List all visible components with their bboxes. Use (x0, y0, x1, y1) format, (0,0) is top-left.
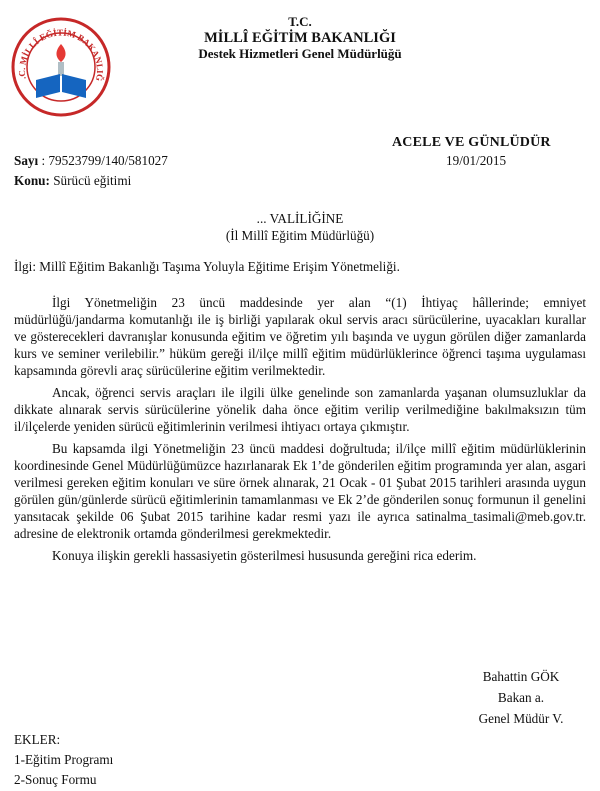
letterhead (0, 14, 600, 62)
addressee-line-1: ... VALİLİĞİNE (256, 211, 344, 226)
body-paragraph: İlgi Yönetmeliğin 23 üncü maddesinde yer alan “(1) İhtiyaç hâllerinde; emniyet müdürlüğü/jandarma komutanlığı ile iş birliği yapılarak okul servis aracı sürücülerine, uyacakları kurallar ve gösterecekleri davranışlar konusunda eğitim ve öğretim yılı başında ve uygun görülen diğer zamanlarda kurs ve seminer verilebilir.” hüküm gereği il/ilçe millî eğitim müdürlüklerince öğrenci taşıma uygulaması kapsamında görevli araç sürücülerine eğitim verilmektedir. (14, 295, 586, 378)
body-paragraph: Ancak, öğrenci servis araçları ile ilgili ülke genelinde son zamanlarda yaşanan olumsuzluklar da dikkate alınarak servis sürücülerine yönelik daha önce eğitim verilip verilmediğine bakılmaksızın tüm il/ilçelerde yeniden sürücü eğitimlerinin verilmesi ihtiyacı ortaya çıkmıştır. (14, 385, 586, 434)
addressee (0, 210, 600, 244)
signatory-name: Bahattin GÖK (482, 669, 560, 684)
letter-date: 19/01/2015 (446, 153, 507, 168)
reference-ilgi: İlgi: Millî Eğitim Bakanlığı Taşıma Yoluyla Eğitime Erişim Yönetmeliği. (14, 259, 400, 274)
signatory-title-2: Genel Müdür V. (478, 711, 564, 726)
letterhead-ministry: MİLLÎ EĞİTİM BAKANLIĞI (204, 30, 396, 46)
signature-block (456, 666, 586, 729)
subject-value: Sürücü eğitimi (53, 173, 132, 188)
body-paragraph: Konuya ilişkin gerekli hassasiyetin gösterilmesi hususunda gereğini rica ederim. (52, 548, 477, 563)
attachments-title: EKLER: (14, 732, 61, 747)
letterhead-line-1: T.C. (288, 14, 312, 29)
letterhead-directorate: Destek Hizmetleri Genel Müdürlüğü (198, 46, 402, 61)
reference-value: : 79523799/140/581027 (41, 153, 168, 168)
subject-label: Konu: (14, 173, 50, 188)
svg-text:T.C. MİLLÎ EĞİTİM BAKANLIĞI: .C. MİLLÎ EĞİTİM BAKANLIĞ (16, 27, 106, 82)
reference-label: Sayı (14, 153, 39, 168)
attachment-item: 2-Sonuç Formu (14, 772, 97, 787)
reference-number (14, 152, 168, 169)
attachment-item: 1-Eğitim Programı (14, 752, 114, 767)
signatory-title-1: Bakan a. (497, 690, 545, 705)
subject-line (14, 172, 131, 189)
body-paragraph: Bu kapsamda ilgi Yönetmeliğin 23 üncü maddesi doğrultuda; il/ilçe millî eğitim müdürlüklerinin koordinesinde Genel Müdürlüğümüzce hazırlanarak Ek 1’de gönderilen eğitim programında yer alan, asgari verilmesi gereken eğitim konuları ve süre örnek alınarak, 21 Ocak - 01 Şubat 2015 tarihleri arasında uygun görülen gün/günlerde sürücü eğitimlerinin tamamlanması ve Ek 2’de gönderilen sonuç formunun il genelini yansıtacak şekilde 06 Şubat 2015 tarihine kadar resmi yazı ile ayrıca satinalma_tasimali@meb.gov.tr. adresine de elektronik ortamda gönderilmesi gerekmektedir. (14, 441, 586, 541)
attachments (14, 730, 113, 790)
urgency-mark: ACELE VE GÜNLÜDÜR (392, 135, 551, 150)
letter-body (14, 294, 586, 569)
addressee-line-2: (İl Millî Eğitim Müdürlüğü) (225, 228, 375, 243)
